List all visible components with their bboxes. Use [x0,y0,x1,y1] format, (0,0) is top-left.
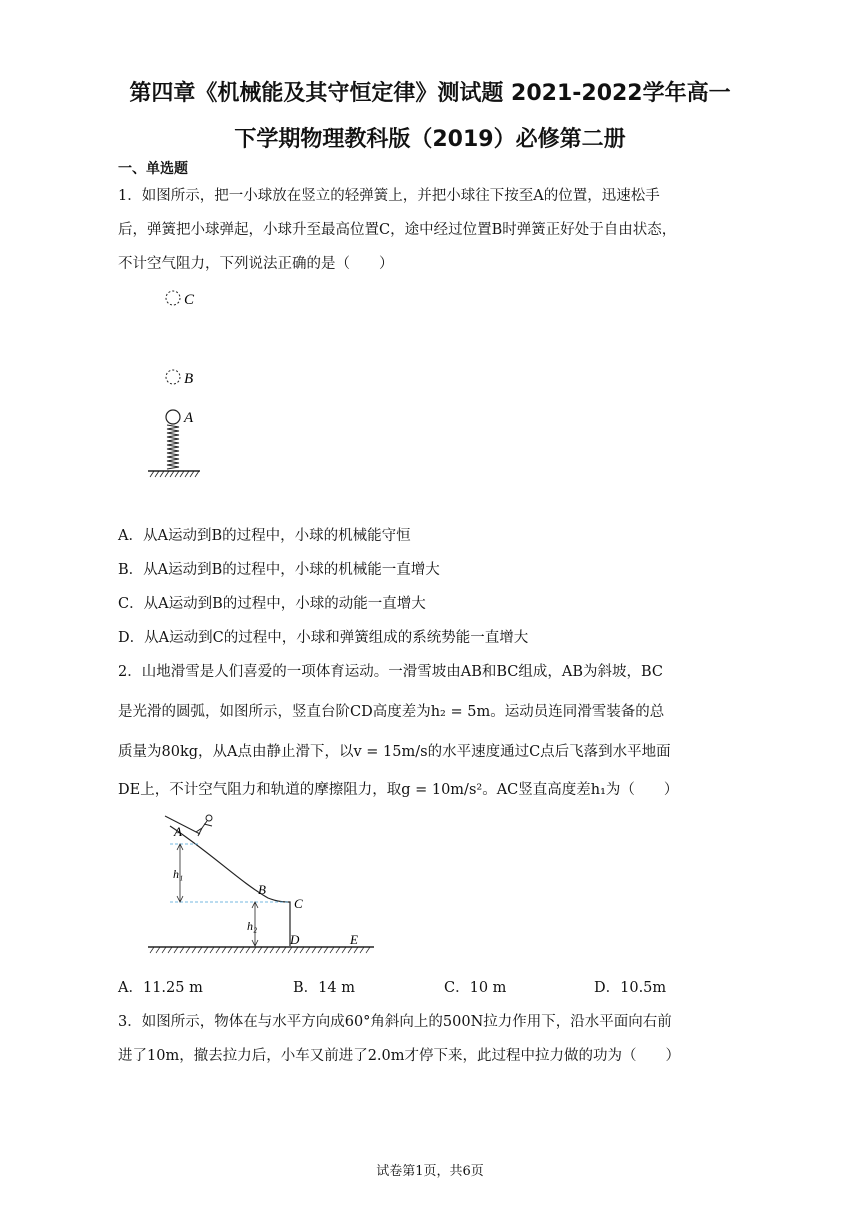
ball-position-c [166,291,180,305]
page-footer: 试卷第1页，共6页 [376,1164,484,1179]
label-a: A [184,410,194,426]
q2-option-a: A．11.25 m [118,980,203,996]
slope-top-edge [165,816,200,834]
q1-option-d: D．从A运动到C的过程中，小球和弹簧组成的系统势能一直增大 [118,630,529,646]
q2-text-line: 质量为80kg，从A点由静止滑下，以v = 15m/s的水平速度通过C点后飞落到水平地面 [118,744,671,760]
ball-position-a [166,410,180,424]
spring [167,425,179,469]
label-h1: h₁ [173,867,184,881]
label-c: C [294,896,303,911]
q2-text-line: DE上，不计空气阻力和轨道的摩擦阻力，取g = 10m/s²。AC竖直高度差h₁为（ ） [118,782,679,798]
q1-option-c: C．从A运动到B的过程中，小球的动能一直增大 [118,596,426,612]
q2-text-line: 是光滑的圆弧，如图所示，竖直台阶CD高度差为h₂ = 5m。运动员连同滑雪装备的总 [118,704,665,720]
q1-spring-figure [140,282,220,482]
doc-title-line2: 下学期物理教科版（2019）必修第二册 [234,127,626,152]
label-a: A [174,824,182,839]
q2-option-d: D．10.5m [594,980,667,996]
q1-option-a: A．从A运动到B的过程中，小球的机械能守恒 [118,528,411,544]
label-d: D [290,932,300,947]
label-h2: h₂ [247,919,258,933]
q3-text-line: 3．如图所示，物体在与水平方向成60°角斜向上的500N拉力作用下，沿水平面向右前 [118,1014,672,1030]
section-heading: 一、单选题 [118,161,188,177]
q1-text-line: 不计空气阻力，下列说法正确的是（ ） [118,256,394,272]
label-b: B [184,371,194,387]
q3-text-line: 进了10m，撤去拉力后，小车又前进了2.0m才停下来，此过程中拉力做的功为（ ） [118,1048,681,1064]
label-e: E [350,932,358,947]
ground-hatching [150,947,370,953]
q1-text-line: 1．如图所示，把一小球放在竖立的轻弹簧上，并把小球往下按至A的位置，迅速松手 [118,188,660,204]
doc-title-line1: 第四章《机械能及其守恒定律》测试题 2021-2022学年高一 [129,81,731,106]
ground-hatching [150,471,199,477]
q2-ski-slope-figure [140,812,380,962]
q1-option-b: B．从A运动到B的过程中，小球的机械能一直增大 [118,562,440,578]
q2-option-c: C．10 m [444,980,507,996]
q2-text-line: 2．山地滑雪是人们喜爱的一项体育运动。一滑雪坡由AB和BC组成，AB为斜坡，BC [118,664,664,680]
q1-text-line: 后，弹簧把小球弹起，小球升至最高位置C，途中经过位置B时弹簧正好处于自由状态， [118,222,677,238]
label-c: C [184,292,195,308]
ball-position-b [166,370,180,384]
label-b: B [258,882,266,897]
q2-option-b: B．14 m [293,980,355,996]
